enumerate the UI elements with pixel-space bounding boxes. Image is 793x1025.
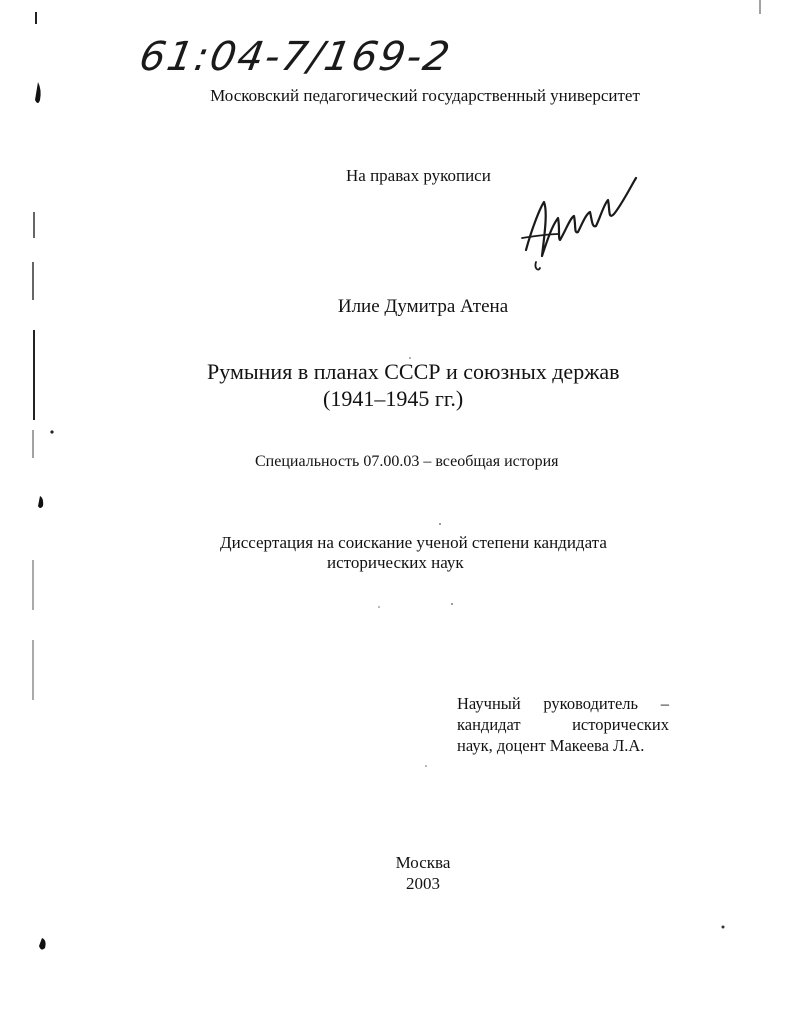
university-name: Московский педагогический государственный университет — [210, 86, 640, 105]
title-line-2: (1941–1945 гг.) — [323, 386, 464, 411]
author-name: Илие Думитра Атена — [337, 296, 509, 317]
city: Москва — [395, 853, 451, 872]
year: 2003 — [406, 874, 440, 893]
title-line-1: Румыния в планах СССР и союзных держав — [207, 359, 620, 384]
supervisor-block — [457, 693, 669, 756]
dissertation-line-1: Диссертация на соискание ученой степени кандидата — [220, 533, 607, 552]
dissertation-line-2: исторических наук — [327, 553, 464, 572]
specialty: Специальность 07.00.03 – всеобщая история — [255, 453, 559, 470]
supervisor-line-1: Научный руководитель – — [457, 694, 669, 713]
supervisor-line-3: наук, доцент Макеева Л.А. — [457, 736, 645, 755]
archive-number-handwritten: 61:04-7/169-2 — [135, 34, 455, 80]
rights-note: На правах рукописи — [346, 166, 491, 185]
supervisor-line-2: кандидат исторических — [457, 715, 669, 734]
author-signature — [518, 168, 648, 278]
